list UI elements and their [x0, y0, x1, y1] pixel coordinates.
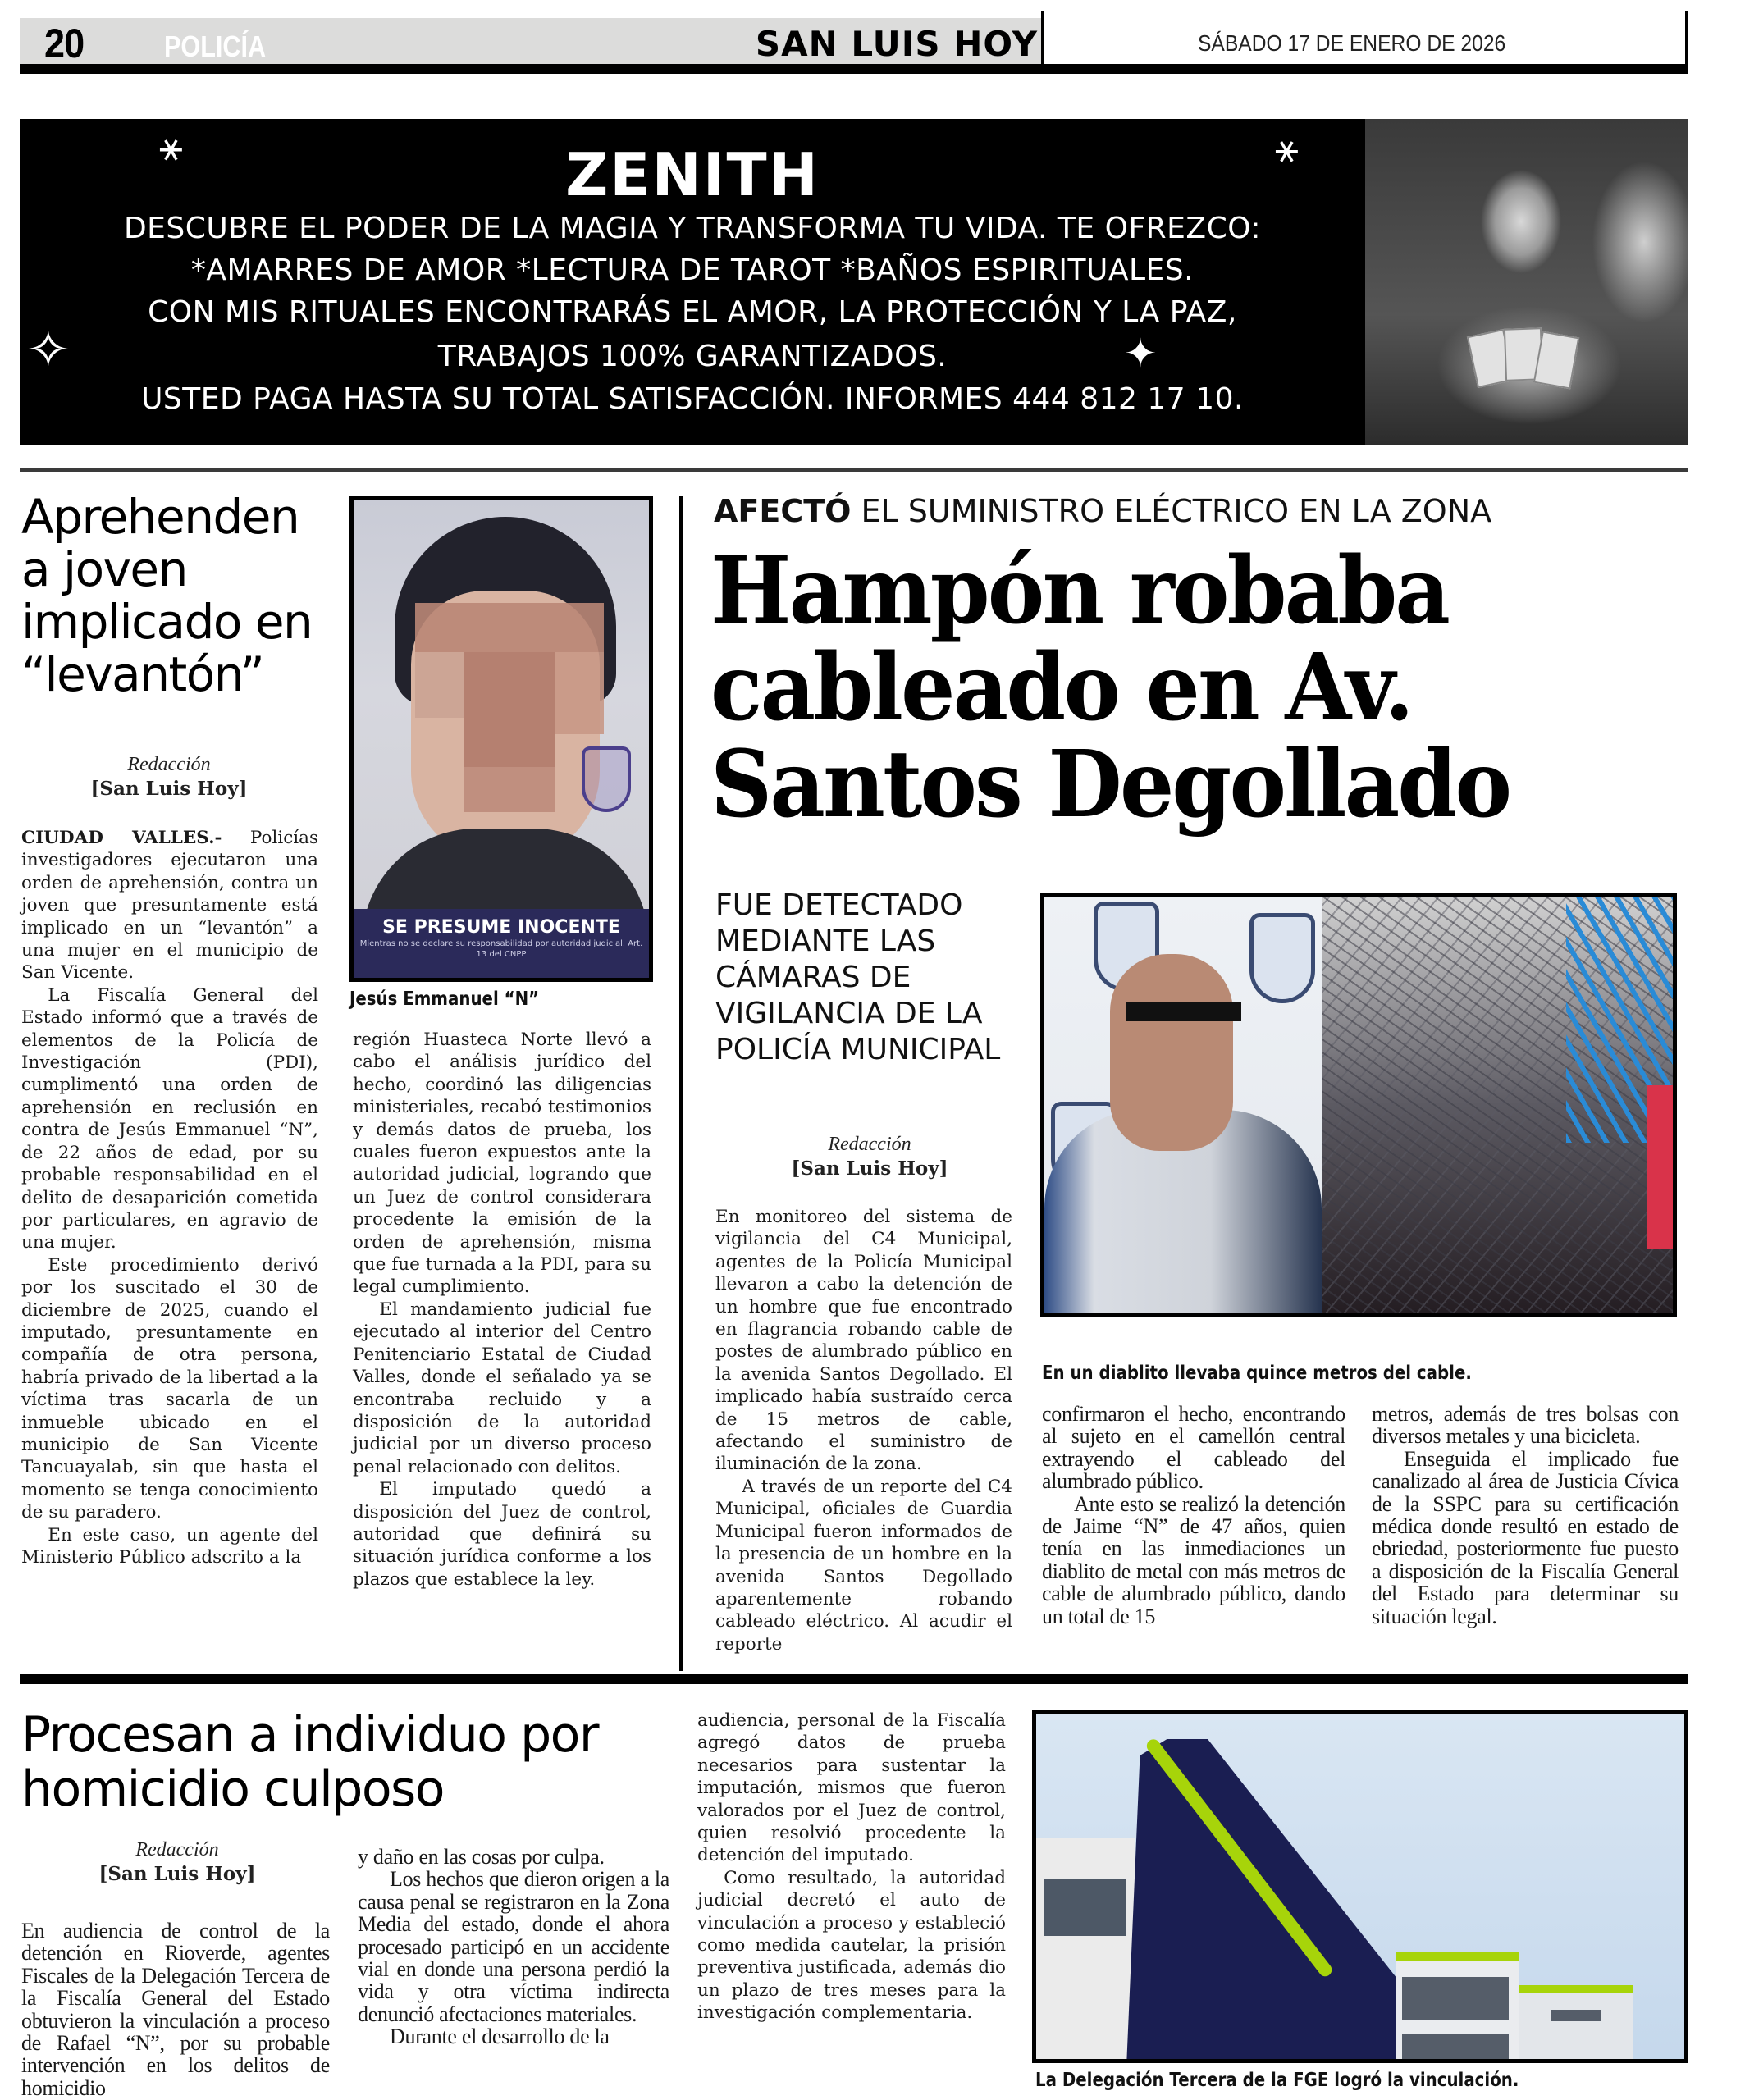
paragraph: A través de un reporte del C4 Municipal, oficiales de Guardia Municipal fueron informados de la presencia de un hombre en la avenida Santos Degollado aparentemente robando cableado eléctrico. Al acudir el reporte — [715, 1476, 1012, 1655]
story2-headline: Hampón robaba cableado en Av. Santos Degollado — [710, 537, 1510, 838]
pixelation-block — [415, 652, 464, 718]
byline-author: Redacción — [135, 1839, 219, 1860]
police-shield-icon — [1249, 913, 1315, 1003]
pixelation-block — [555, 652, 604, 734]
paragraph: La Fiscalía General del Estado informó que a través de elementos de la Policía de Investigación (PDI), cumplimentó una orden de aprehensión en reclusión en contra de Jesús Emmanuel “N”, de 22 años de edad, por su probable responsabilidad en el delito de desaparición cometida por particulares, en agravio de una mujer. — [21, 984, 318, 1253]
paragraph: Los hechos que dieron origen a la causa penal se registraron en la Zona Media del estado, donde el ahora procesado participó en un accidente vial en donde una persona perdió la vida y otra víctima indirecta denunció afectaciones materiales. — [358, 1867, 669, 2026]
paragraph: confirmaron el hecho, encontrando al sujeto en el camellón central extrayendo el cableado del alumbrado público. — [1042, 1402, 1345, 1494]
advert-line: CON MIS RITUALES ENCONTRARÁS EL AMOR, LA PROTECCIÓN Y LA PAZ, — [148, 295, 1237, 329]
building-wing-middle — [1396, 1952, 1519, 2063]
paragraph-text: Policías investigadores ejecutaron una orden de aprehensión, contra un joven que presuntamente está implicado en un “levantón” a una mujer en el municipio de San Vicente. — [21, 828, 318, 984]
eye-censor-bar — [1126, 1002, 1241, 1021]
pixelation-block — [464, 767, 555, 812]
page-number: 20 — [44, 21, 85, 66]
issue-date: SÁBADO 17 DE ENERO DE 2026 — [1198, 30, 1506, 56]
paragraph: Como resultado, la autoridad judicial decretó el auto de vinculación a proceso y estableció como medida cautelar, la prisión preventiva justificada, además dio un plazo de tres meses para la investigación complementaria. — [697, 1867, 1006, 2024]
police-badge-icon — [582, 746, 631, 812]
banner-subtitle: Mientras no se declare su responsabilidad por autoridad judicial. Art. 13 del CNPP — [359, 939, 643, 959]
story3-photo-caption: La Delegación Tercera de la FGE logró la vinculación. — [1035, 2070, 1519, 2091]
sparkle-icon: ✦ — [1124, 331, 1158, 377]
advert-phone-line: USTED PAGA HASTA SU TOTAL SATISFACCIÓN. INFORMES 444 812 17 10. — [141, 382, 1244, 416]
presumed-innocent-banner — [354, 909, 649, 978]
story3-column-2 — [358, 1846, 669, 2048]
column-divider — [679, 496, 683, 1671]
story2-column-1 — [715, 1206, 1012, 1655]
story1-column-2 — [353, 1029, 651, 1591]
story3-photo — [1032, 1710, 1688, 2063]
story1-photo-caption: Jesús Emmanuel “N” — [349, 988, 540, 1010]
paragraph: Ante esto se realizó la detención de Jaime “N” de 47 años, quien tenía en las inmediaciones un diablito de metal con más metros de cable de alumbrado público, dando un total de 15 — [1042, 1491, 1345, 1628]
advert-title: ZENITH — [565, 140, 820, 209]
story3-column-1 — [21, 1920, 330, 2099]
story1-column-1 — [21, 827, 318, 1568]
advertisement — [20, 119, 1688, 445]
header-divider — [1041, 11, 1044, 74]
section-rule-thick — [20, 1674, 1688, 1684]
story1-headline: Aprehenden a joven implicado en “levantón” — [21, 489, 313, 702]
pixelation-block — [464, 652, 555, 767]
section-rule — [20, 468, 1688, 472]
paragraph: y daño en las cosas por culpa. — [358, 1845, 605, 1869]
story2-deck: FUE DETECTADO MEDIANTE LAS CÁMARAS DE VIGILANCIA DE LA POLICÍA MUNICIPAL — [715, 888, 1001, 1066]
tarot-card-icon — [1533, 331, 1579, 389]
kicker-rest: EL SUMINISTRO ELÉCTRICO EN LA ZONA — [851, 493, 1492, 529]
banner-title: SE PRESUME INOCENTE — [382, 917, 620, 938]
byline-org: [San Luis Hoy] — [90, 778, 248, 800]
building-window — [1402, 2034, 1509, 2063]
detainee-photo — [1044, 897, 1322, 1313]
byline-org: [San Luis Hoy] — [791, 1157, 948, 1180]
paragraph: El imputado quedó a disposición del Juez de control, autoridad que definirá su situación jurídica conforme a los plazos que establece la ley. — [353, 1479, 651, 1590]
story2-kicker — [714, 492, 1491, 530]
dateline: CIUDAD VALLES.- — [21, 828, 222, 848]
story2-column-3 — [1372, 1403, 1679, 1628]
building-window — [1402, 1977, 1509, 2020]
story2-photo — [1040, 892, 1677, 1317]
byline-org: [San Luis Hoy] — [98, 1863, 256, 1885]
story2-column-2 — [1042, 1403, 1345, 1628]
sparkle-icon: ⚹ — [159, 124, 183, 170]
story3-column-3 — [697, 1710, 1006, 2025]
paragraph: En monitoreo del sistema de vigilancia del C4 Municipal, agentes de la Policía Municipal llevaron a cabo la detención de un hombre que fue encontrado en flagrancia robando cable de postes de alumbrado público en la avenida Santos Degollado. El implicado había sustraído cerca de 15 metros de cable, afectando el suministro de iluminación de la zona. — [715, 1207, 1012, 1475]
building-wing-right — [1519, 1985, 1633, 2063]
masthead: SAN LUIS HOY — [755, 24, 1038, 64]
red-bag — [1647, 1085, 1673, 1249]
story1-photo — [349, 496, 653, 982]
section-name: POLICÍA — [164, 30, 267, 63]
paragraph: En audiencia de control de la detención en Rioverde, agentes Fiscales de la Delegación Tercera de la Fiscalía General del Estado obtuvieron la vinculación a proceso de Rafael “N”, por su probable intervención en los delitos de homicidio — [21, 1919, 330, 2100]
byline-author: Redacción — [127, 754, 211, 775]
paragraph: Durante el desarrollo de la — [390, 2025, 610, 2049]
story3-byline — [21, 1838, 333, 1887]
fortune-teller-photo — [1365, 119, 1688, 445]
paragraph: El mandamiento judicial fue ejecutado al interior del Centro Penitenciario Estatal de Ciudad Valles, donde el señalado ya se encontraba recluido y a disposición de la autoridad judicial por un diverso proceso penal relacionado con delitos. — [353, 1299, 651, 1477]
paragraph: metros, además de tres bolsas con diversos metales y una bicicleta. — [1372, 1402, 1679, 1449]
paragraph: Este procedimiento derivó por los suscitado el 30 de diciembre de 2025, cuando el imputado, presuntamente en compañía de otra persona, habría privado de la libertad a la víctima tras sacarla de un inmueble ubicado en el municipio de San Vicente Tancuayalab, sin que hasta el momento se tenga conocimiento de su paradero. — [21, 1254, 318, 1523]
advert-line: TRABAJOS 100% GARANTIZADOS. — [437, 340, 948, 373]
pixelation-block — [415, 603, 604, 652]
paragraph: audiencia, personal de la Fiscalía agregó datos de prueba necesarios para sustentar la imputación, mismos que fueron valorados por el Juez de control, quien resolvió procedente la detención del imputado. — [697, 1710, 1006, 1866]
advert-text-block — [20, 119, 1365, 445]
building-window — [1551, 2010, 1601, 2021]
sparkle-icon: ⚹ — [1275, 126, 1299, 171]
story1-byline — [21, 752, 317, 801]
paragraph: región Huasteca Norte llevó a cabo el análisis jurídico del hecho, coordinó las diligencias ministeriales, recabó testimonios y demás datos de prueba, los cuales fueron expuestos ante la autoridad judicial, logrando que un Juez de control considerara procedente la emisión de la orden de aprehensión, misma que fue turnada a la PDI, para su legal cumplimiento. — [353, 1029, 651, 1298]
advert-line: *AMARRES DE AMOR *LECTURA DE TAROT *BAÑOS ESPIRITUALES. — [190, 253, 1195, 287]
photo-subject-face — [1110, 954, 1233, 1151]
byline-author: Redacción — [828, 1134, 911, 1155]
building-tower — [1126, 1739, 1397, 2063]
building-wing-left — [1036, 1838, 1135, 2063]
kicker-bold: AFECTÓ — [714, 493, 852, 529]
story2-byline — [722, 1132, 1017, 1181]
building-window — [1044, 1879, 1126, 1936]
paragraph — [21, 827, 318, 984]
stolen-cable-photo — [1322, 897, 1673, 1313]
header-rule — [20, 64, 1688, 74]
sparkle-icon: ✧ — [26, 320, 71, 381]
story2-photo-caption: En un diablito llevaba quince metros del cable. — [1042, 1363, 1472, 1384]
paragraph: En este caso, un agente del Ministerio Público adscrito a la — [21, 1524, 318, 1568]
paragraph: Enseguida el implicado fue canalizado al área de Justicia Cívica de la SSPC para su certificación médica donde resultó en estado de ebriedad, posteriormente fue puesto a disposición de la Fiscalía General del Estado para determinar su situación legal. — [1372, 1446, 1679, 1628]
story3-headline: Procesan a individuo por homicidio culposo — [21, 1706, 599, 1818]
advert-line: DESCUBRE EL PODER DE LA MAGIA Y TRANSFORMA TU VIDA. TE OFREZCO: — [123, 212, 1262, 245]
header-divider-right — [1685, 11, 1688, 74]
